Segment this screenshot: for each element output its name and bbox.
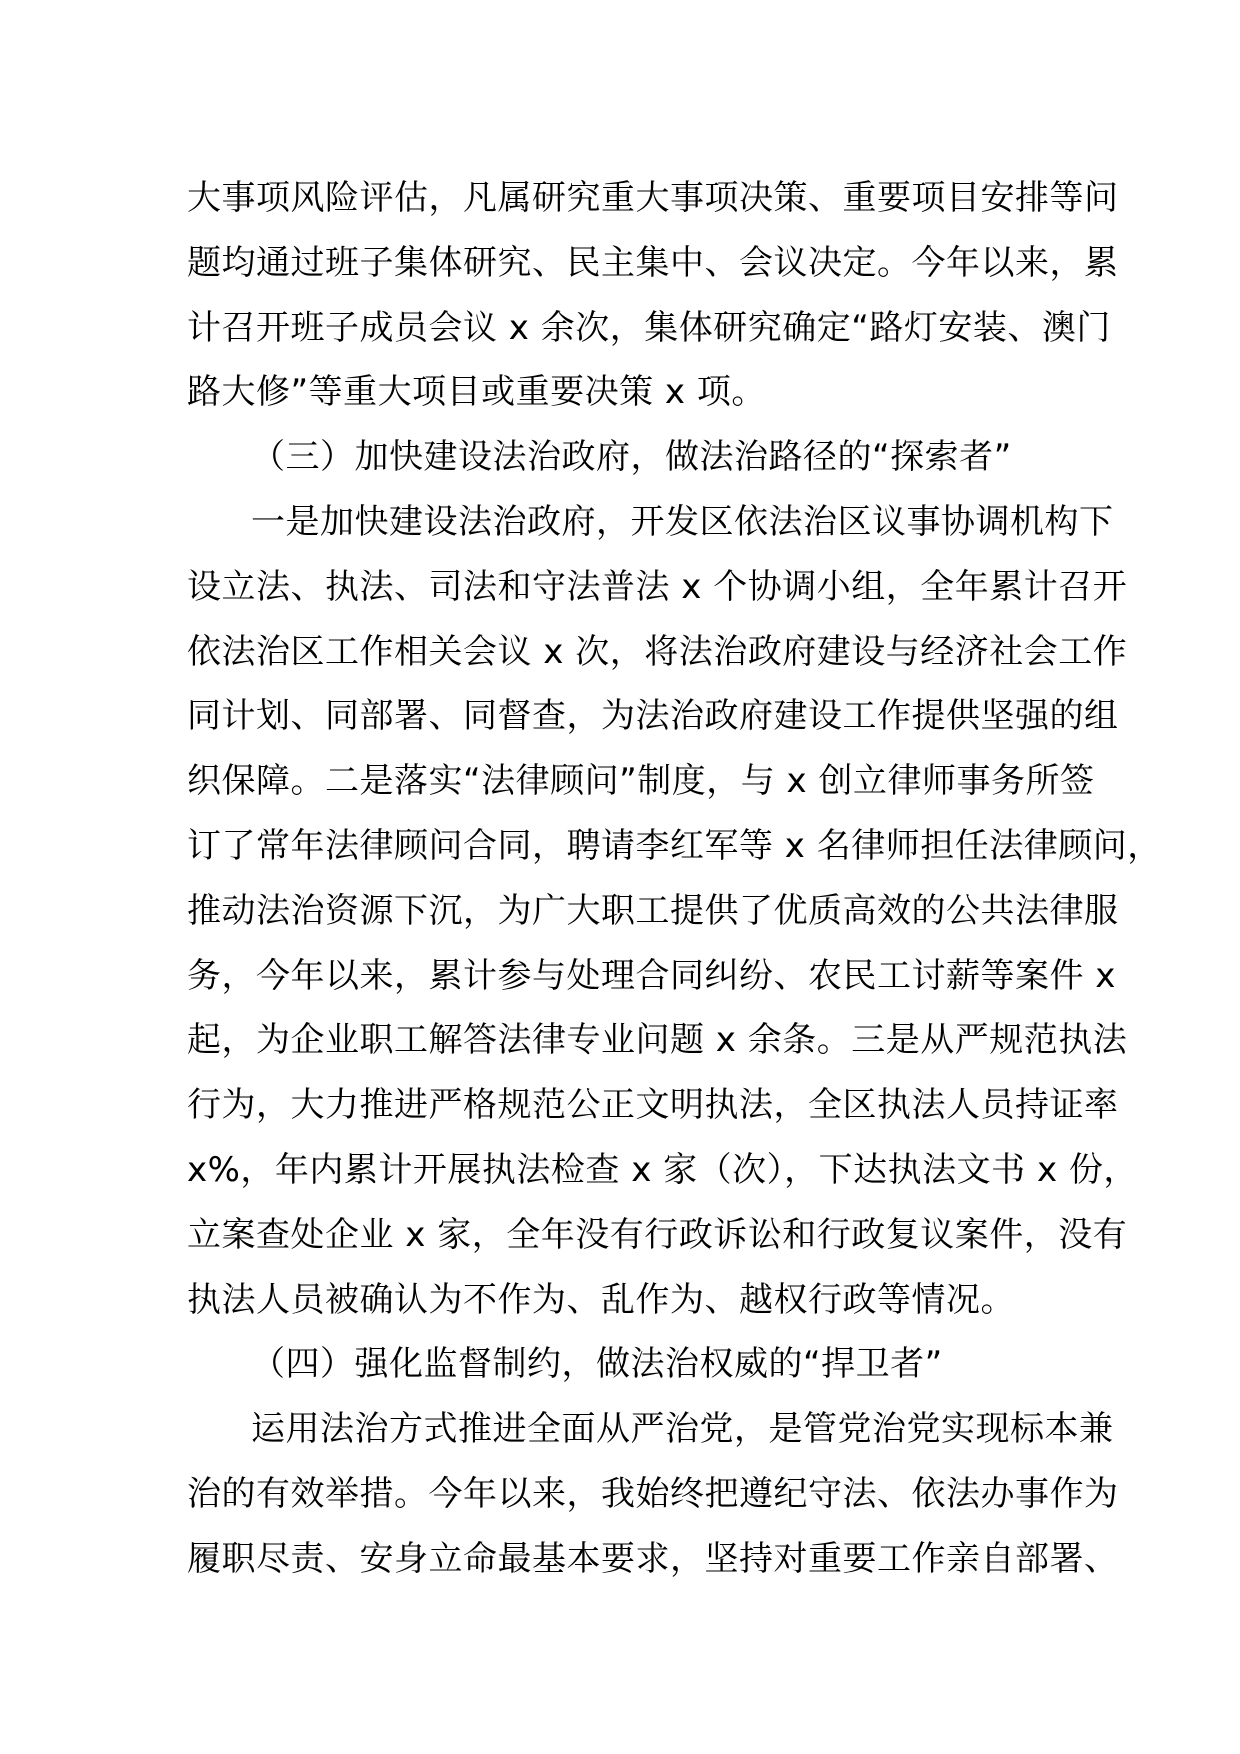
- text-line: 计召开班子成员会议 x 余次，集体研究确定“路灯安装、澳门: [187, 307, 1111, 348]
- text-line: 履职尽责、安身立命最基本要求，坚持对重要工作亲自部署、: [187, 1538, 1119, 1579]
- text-line: 行为，大力推进严格规范公正文明执法，全区执法人员持证率: [187, 1085, 1119, 1126]
- text-line: 务，今年以来，累计参与处理合同纠纷、农民工讨薪等案件 x: [187, 955, 1116, 996]
- text-line: 路大修”等重大项目或重要决策 x 项。: [187, 372, 766, 413]
- text-line: x%，年内累计开展执法检查 x 家（次），下达执法文书 x 份，: [187, 1149, 1138, 1190]
- body-text: [187, 166, 1162, 1592]
- section-heading-4: （四）强化监督制约，做法治权威的“捍卫者”: [251, 1344, 943, 1385]
- text-line: 推动法治资源下沉，为广大职工提供了优质高效的公共法律服: [187, 890, 1119, 931]
- text-line: 大事项风险评估，凡属研究重大事项决策、重要项目安排等问: [187, 178, 1119, 218]
- text-line: 设立法、执法、司法和守法普法 x 个协调小组，全年累计召开: [187, 566, 1128, 607]
- section-heading-3: （三）加快建设法治政府，做法治路径的“探索者”: [251, 437, 1012, 478]
- text-line: 治的有效举措。今年以来，我始终把遵纪守法、依法办事作为: [187, 1473, 1119, 1514]
- text-line: 订了常年法律顾问合同，聘请李红军等 x 名律师担任法律顾问，: [187, 825, 1162, 866]
- text-line: 织保障。二是落实“法律顾问”制度，与 x 创立律师事务所签: [187, 761, 1095, 802]
- text-line: 题均通过班子集体研究、民主集中、会议决定。今年以来，累: [187, 242, 1119, 283]
- paragraph-start: 一是加快建设法治政府，开发区依法治区议事协调机构下: [251, 501, 1114, 542]
- paragraph-start: 运用法治方式推进全面从严治党，是管党治党实现标本兼: [251, 1409, 1114, 1450]
- text-line: 依法治区工作相关会议 x 次，将法治政府建设与经济社会工作: [187, 631, 1128, 672]
- text-line: 起，为企业职工解答法律专业问题 x 余条。三是从严规范执法: [187, 1020, 1128, 1061]
- text-line: 同计划、同部署、同督查，为法治政府建设工作提供坚强的组: [187, 696, 1119, 737]
- text-line: 执法人员被确认为不作为、乱作为、越权行政等情况。: [187, 1279, 1015, 1320]
- text-line: 立案查处企业 x 家，全年没有行政诉讼和行政复议案件，没有: [187, 1214, 1128, 1255]
